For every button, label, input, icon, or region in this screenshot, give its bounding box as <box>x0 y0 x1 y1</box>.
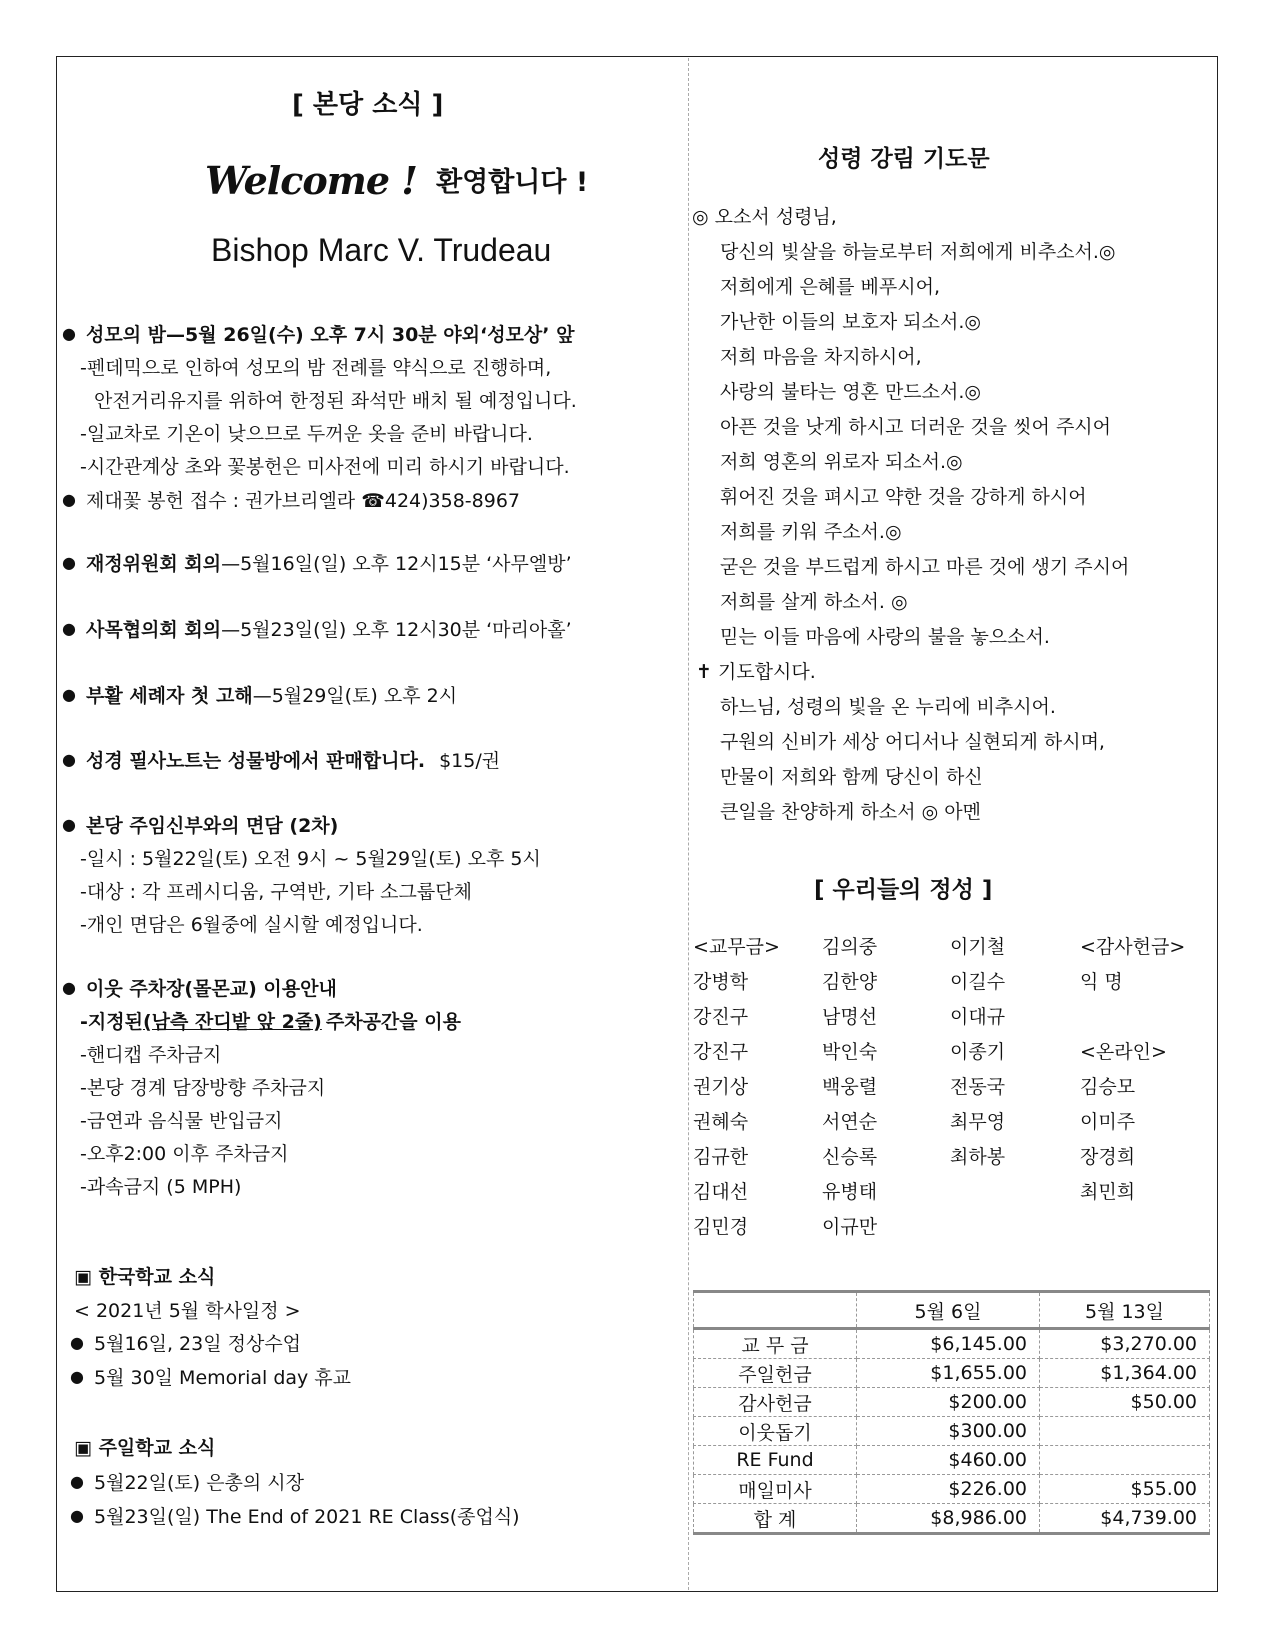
offering-name: 김승모 <box>1080 1076 1136 1098</box>
parish-news-title: [ 본당 소식 ] <box>292 90 444 120</box>
table-cell: 감사헌금 <box>694 1388 857 1417</box>
offering-name: <온라인> <box>1080 1041 1167 1063</box>
table-cell: $460.00 <box>857 1446 1040 1475</box>
item-line: -지정된(남측 잔디밭 앞 2줄) 주차공간을 이용 <box>80 1011 461 1033</box>
table-row <box>694 1446 1210 1475</box>
item-may-night: 성모의 밤—5월 26일(수) 오후 7시 30분 야외‘성모상’ 앞 <box>86 324 575 346</box>
offering-name: <감사헌금> <box>1080 936 1186 958</box>
offering-name: 신승록 <box>822 1146 878 1168</box>
prayer-line: 믿는 이들 마음에 사랑의 불을 놓으소서. <box>720 626 1050 648</box>
offering-title: [ 우리들의 정성 ] <box>814 877 993 903</box>
table-cell: $226.00 <box>857 1475 1040 1504</box>
welcome-heading <box>205 158 588 203</box>
prayer-line: 저희에게 은혜를 베푸시어, <box>720 276 941 298</box>
table-cell: $55.00 <box>1040 1475 1210 1504</box>
list-item: 5월 30일 Memorial day 휴교 <box>94 1367 352 1389</box>
sunday-school-title: ▣ 주일학교 소식 <box>74 1437 216 1459</box>
item-line: -일시 : 5월22일(토) 오전 9시 ~ 5월29일(토) 오후 5시 <box>80 848 541 870</box>
item-finance-meeting: 재정위원회 회의—5월16일(일) 오후 12시15분 ‘사무엘방’ <box>86 553 572 575</box>
offering-name: 이길수 <box>950 971 1006 993</box>
bullet-icon: ● <box>62 685 76 704</box>
item-line: -핸디캡 주차금지 <box>80 1044 222 1066</box>
offering-name: 최무영 <box>950 1111 1006 1133</box>
table-cell: $300.00 <box>857 1417 1040 1446</box>
offering-name: 장경희 <box>1080 1146 1136 1168</box>
table-cell: $3,270.00 <box>1040 1329 1210 1359</box>
bullet-icon: ● <box>62 619 76 638</box>
offering-name: 유병태 <box>822 1181 878 1203</box>
list-item: 5월16일, 23일 정상수업 <box>94 1333 302 1355</box>
table-row-total <box>694 1504 1210 1534</box>
offering-name: 이미주 <box>1080 1111 1136 1133</box>
prayer-title: 성령 강림 기도문 <box>818 146 990 172</box>
table-cell: 이웃돕기 <box>694 1417 857 1446</box>
offering-name: 강진구 <box>693 1006 749 1028</box>
table-row <box>694 1329 1210 1359</box>
bullet-icon: ● <box>70 1333 84 1352</box>
table-cell <box>1040 1417 1210 1446</box>
table-cell <box>1040 1446 1210 1475</box>
item-bible-note: 성경 필사노트는 성물방에서 판매합니다. $15/권 <box>86 750 501 772</box>
table-row <box>694 1475 1210 1504</box>
prayer-line: 저희 영혼의 위로자 되소서.◎ <box>720 451 963 473</box>
prayer-line: 가난한 이들의 보호자 되소서.◎ <box>720 311 981 333</box>
item-line: -금연과 음식물 반입금지 <box>80 1110 283 1132</box>
table-header: 5월 6일 <box>857 1292 1040 1329</box>
offering-name: 김의중 <box>822 936 878 958</box>
list-item: 5월23일(일) The End of 2021 RE Class(종업식) <box>94 1506 520 1528</box>
item-line: -오후2:00 이후 주차금지 <box>80 1143 289 1165</box>
korean-school-schedule: < 2021년 5월 학사일정 > <box>74 1300 301 1322</box>
offering-name: 김대선 <box>693 1181 749 1203</box>
table-cell: 합 계 <box>694 1504 857 1534</box>
bullet-icon: ● <box>62 815 76 834</box>
table-cell: $1,655.00 <box>857 1359 1040 1388</box>
table-cell: 매일미사 <box>694 1475 857 1504</box>
table-row <box>694 1359 1210 1388</box>
item-line: -펜데믹으로 인하여 성모의 밤 전례를 약식으로 진행하며, <box>80 357 552 379</box>
table-row <box>694 1388 1210 1417</box>
bullet-icon: ● <box>70 1506 84 1525</box>
table-cell: 주일헌금 <box>694 1359 857 1388</box>
offering-name: 최하봉 <box>950 1146 1006 1168</box>
offering-table <box>693 1290 1210 1535</box>
offering-name: 강진구 <box>693 1041 749 1063</box>
offering-name: 이기철 <box>950 936 1006 958</box>
offering-name: 권혜숙 <box>693 1111 749 1133</box>
prayer-line: 하느님, 성령의 빛을 온 누리에 비추시어. <box>720 696 1056 718</box>
prayer-line: 만물이 저희와 함께 당신이 하신 <box>720 766 983 788</box>
offering-name: 남명선 <box>822 1006 878 1028</box>
item-altar-flower: 제대꽃 봉헌 접수 : 권가브리엘라 ☎424)358-8967 <box>86 490 521 512</box>
bullet-icon: ● <box>62 553 76 572</box>
welcome-korean: 환영합니다 ! <box>436 167 589 198</box>
welcome-script: Welcome ! <box>205 158 417 203</box>
offering-name: 김민경 <box>693 1216 749 1238</box>
item-line: -과속금지 (5 MPH) <box>80 1176 242 1198</box>
item-confession: 부활 세례자 첫 고해—5월29일(토) 오후 2시 <box>86 685 458 707</box>
prayer-line: 아픈 것을 낫게 하시고 더러운 것을 씻어 주시어 <box>720 416 1112 438</box>
offering-name: 전동국 <box>950 1076 1006 1098</box>
item-line: -대상 : 각 프레시디움, 구역반, 기타 소그룹단체 <box>80 881 472 903</box>
item-line: 안전거리유지를 위하여 한정된 좌석만 배치 될 예정입니다. <box>94 390 577 412</box>
offering-name: 이종기 <box>950 1041 1006 1063</box>
offering-name: 강병학 <box>693 971 749 993</box>
offering-name: 백웅렬 <box>822 1076 878 1098</box>
prayer-line: 저희를 살게 하소서. ◎ <box>720 591 908 613</box>
prayer-line: ✝ 기도합시다. <box>696 661 816 683</box>
item-line: -일교차로 기온이 낮으므로 두꺼운 옷을 준비 바랍니다. <box>80 423 533 445</box>
item-pastoral-meeting: 사목협의회 회의—5월23일(일) 오후 12시30분 ‘마리아홀’ <box>86 619 572 641</box>
table-cell: RE Fund <box>694 1446 857 1475</box>
table-cell: $50.00 <box>1040 1388 1210 1417</box>
offering-name: 최민희 <box>1080 1181 1136 1203</box>
table-header: 5월 13일 <box>1040 1292 1210 1329</box>
bullet-icon: ● <box>70 1367 84 1386</box>
prayer-line: 구원의 신비가 세상 어디서나 실현되게 하시며, <box>720 731 1105 753</box>
offering-name: 서연순 <box>822 1111 878 1133</box>
table-row <box>694 1417 1210 1446</box>
bullet-icon: ● <box>62 978 76 997</box>
table-cell: $8,986.00 <box>857 1504 1040 1534</box>
table-cell: $4,739.00 <box>1040 1504 1210 1534</box>
korean-school-title: ▣ 한국학교 소식 <box>74 1266 216 1288</box>
prayer-line: ◎ 오소서 성령님, <box>692 206 837 228</box>
offering-name: 김규한 <box>693 1146 749 1168</box>
prayer-line: 사랑의 불타는 영혼 만드소서.◎ <box>720 381 981 403</box>
item-line: -시간관계상 초와 꽃봉헌은 미사전에 미리 하시기 바랍니다. <box>80 456 570 478</box>
item-line: -본당 경계 담장방향 주차금지 <box>80 1077 326 1099</box>
bullet-icon: ● <box>62 490 76 509</box>
table-cell: $6,145.00 <box>857 1329 1040 1359</box>
column-divider <box>688 58 689 1590</box>
prayer-line: 큰일을 찬양하게 하소서 ◎ 아멘 <box>720 801 981 823</box>
bullet-icon: ● <box>62 324 76 343</box>
prayer-line: 당신의 빛살을 하늘로부터 저희에게 비추소서.◎ <box>720 241 1116 263</box>
offering-name: 이규만 <box>822 1216 878 1238</box>
offering-name: 익 명 <box>1080 971 1123 993</box>
offering-name: 박인숙 <box>822 1041 878 1063</box>
table-cell: $200.00 <box>857 1388 1040 1417</box>
table-header-row <box>694 1292 1210 1329</box>
prayer-line: 휘어진 것을 펴시고 약한 것을 강하게 하시어 <box>720 486 1087 508</box>
prayer-line: 굳은 것을 부드럽게 하시고 마른 것에 생기 주시어 <box>720 556 1130 578</box>
offering-name: <교무금> <box>693 936 780 958</box>
prayer-line: 저희를 키워 주소서.◎ <box>720 521 902 543</box>
bullet-icon: ● <box>62 750 76 769</box>
bishop-name: Bishop Marc V. Trudeau <box>211 232 552 268</box>
bullet-icon: ● <box>70 1472 84 1491</box>
offering-name: 김한양 <box>822 971 878 993</box>
offering-name: 권기상 <box>693 1076 749 1098</box>
list-item: 5월22일(토) 은총의 시장 <box>94 1472 305 1494</box>
prayer-line: 저희 마음을 차지하시어, <box>720 346 922 368</box>
table-cell: 교 무 금 <box>694 1329 857 1359</box>
table-cell: $1,364.00 <box>1040 1359 1210 1388</box>
offering-name: 이대규 <box>950 1006 1006 1028</box>
item-line: -개인 면담은 6월중에 실시할 예정입니다. <box>80 914 423 936</box>
item-parking: 이웃 주차장(몰몬교) 이용안내 <box>86 978 337 1000</box>
item-interview: 본당 주임신부와의 면담 (2차) <box>86 815 339 837</box>
table-header <box>694 1292 857 1329</box>
